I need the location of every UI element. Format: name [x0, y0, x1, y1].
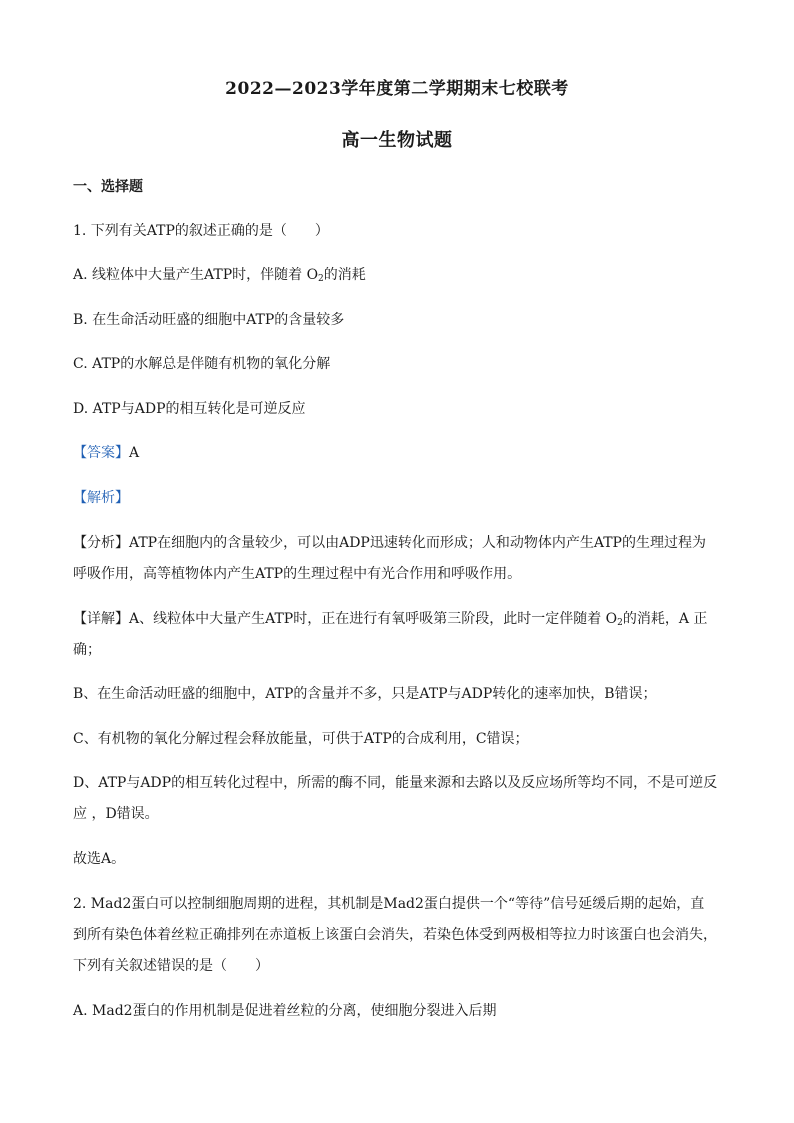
q2-option-a: A. Mad2蛋白的作用机制是促进着丝粒的分离，使细胞分裂进入后期: [73, 1003, 497, 1019]
q2-stem-line1: 2. Mad2蛋白可以控制细胞周期的进程，其机制是Mad2蛋白提供一个“等待”信号延缓后期的起始，直: [73, 896, 705, 912]
q1-conclusion: 故选A。: [73, 851, 126, 867]
q1-option-d: D. ATP与ADP的相互转化是可逆反应: [73, 401, 306, 417]
q1-option-c: C. ATP的水解总是伴随有机物的氧化分解: [73, 356, 331, 372]
q2-stem-line2: 到所有染色体着丝粒正确排列在赤道板上该蛋白会消失，若染色体受到两极相等拉力时该蛋白也会消失，: [73, 927, 717, 943]
q1-option-b: B. 在生命活动旺盛的细胞中ATP的含量较多: [73, 312, 345, 328]
q1-option-a: A. 线粒体中大量产生ATP时，伴随着 $O_2$的消耗: [73, 267, 366, 284]
exam-title: 2022—2023学年度第二学期期末七校联考: [225, 79, 569, 99]
q1-detail-c: C、有机物的氧化分解过程会释放能量，可供于ATP的合成利用，C错误；: [73, 731, 529, 747]
q1-detail-a-cont: 确；: [73, 642, 101, 658]
exam-subtitle: 高一生物试题: [341, 130, 453, 151]
q2-stem-line3: 下列有关叙述错误的是（ ）: [73, 958, 269, 974]
analysis-tag: 【解析】: [73, 490, 129, 506]
q1-detail-d-line1: D、ATP与ADP的相互转化过程中，所需的酶不同，能量来源和去路以及反应场所等均不同，不是可逆反: [73, 775, 718, 791]
answer-tag: 【答案】: [73, 445, 129, 461]
q1-detail-a: 【详解】A、线粒体中大量产生ATP时，正在进行有氧呼吸第三阶段，此时一定伴随着 $O_2$的消耗，A 正: [73, 611, 708, 628]
q1-stem: 1. 下列有关ATP的叙述正确的是（ ）: [73, 223, 329, 239]
q1-answer: 【答案】A: [73, 445, 140, 461]
q1-fenxi-line1: 【分析】ATP在细胞内的含量较少，可以由ADP迅速转化而形成；人和动物体内产生ATP的生理过程为: [73, 535, 706, 551]
q1-detail-b: B、在生命活动旺盛的细胞中，ATP的含量并不多，只是ATP与ADP转化的速率加快，B错误；: [73, 686, 657, 702]
section-heading: 一、选择题: [73, 179, 143, 195]
q1-detail-d-line2: 应 ，D错误。: [73, 806, 159, 822]
q1-fenxi-line2: 呼吸作用，高等植物体内产生ATP的生理过程中有光合作用和呼吸作用。: [73, 566, 522, 582]
